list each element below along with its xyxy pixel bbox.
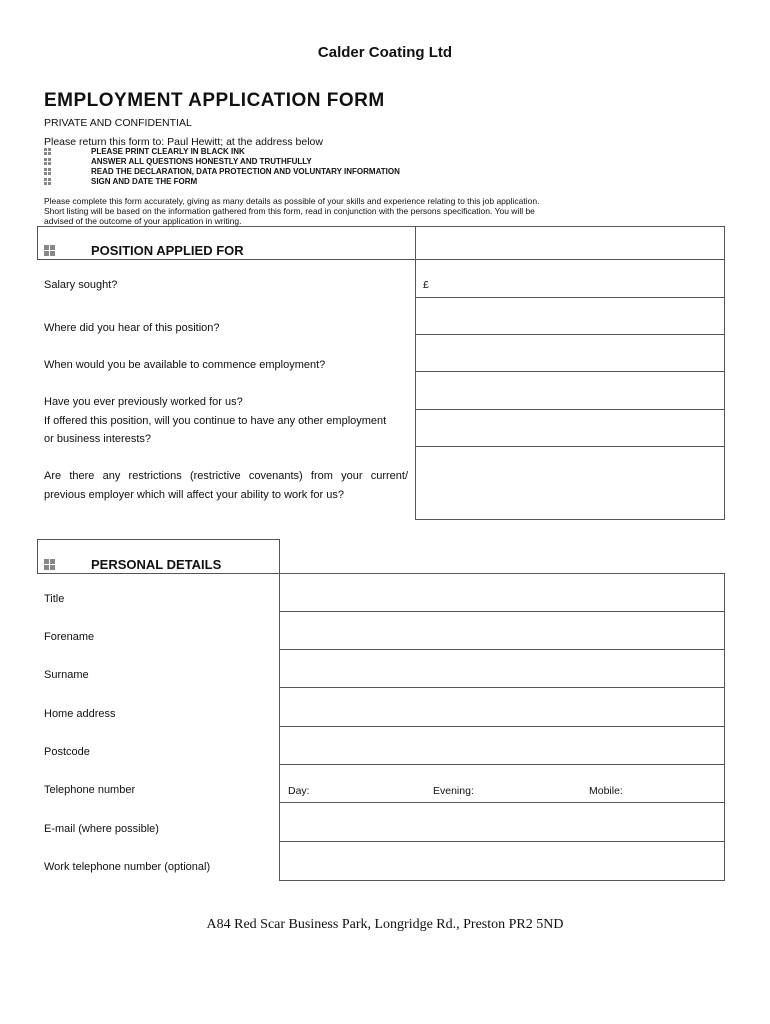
email-label: E-mail (where possible) xyxy=(44,823,159,835)
telephone-field[interactable] xyxy=(280,765,724,802)
other-employment-label: If offered this position, will you continue to have any other employment xyxy=(44,415,387,427)
intro-line: Please complete this form accurately, giving as many details as possible of your skills and experience relating to this job application. xyxy=(44,196,540,206)
position-applied-field[interactable] xyxy=(416,227,724,259)
footer-address: A84 Red Scar Business Park, Longridge Rd., Preston PR2 5ND xyxy=(206,917,564,932)
surname-label: Surname xyxy=(44,669,89,681)
worked-label: Have you ever previously worked for us? xyxy=(44,396,243,408)
title-field[interactable] xyxy=(280,574,724,611)
section-border-left xyxy=(37,539,38,573)
bullet-icon xyxy=(44,178,51,185)
availability-field[interactable] xyxy=(416,335,724,371)
bullet-icon xyxy=(44,168,51,175)
restrictions-field[interactable] xyxy=(416,447,724,519)
forename-label: Forename xyxy=(44,631,95,643)
available-label: When would you be available to commence employment? xyxy=(44,359,326,371)
postcode-label: Postcode xyxy=(44,746,90,758)
intro-line: Short listing will be based on the information gathered from this form, read in conjunction with the persons specification. You will be xyxy=(44,206,535,216)
section-border-bottom xyxy=(37,259,416,260)
restrictions-label: Are there any restrictions (restrictive covenants) from your current/ xyxy=(44,470,408,482)
surname-field[interactable] xyxy=(280,650,724,687)
intro-line: advised of the outcome of your application in writing. xyxy=(44,216,242,226)
other-employment-field[interactable] xyxy=(416,410,724,446)
bullet-icon xyxy=(44,158,51,165)
address-label: Home address xyxy=(44,708,116,720)
section-icon xyxy=(44,559,55,570)
section-border-top xyxy=(37,539,280,540)
hear-label: Where did you hear of this position? xyxy=(44,322,220,334)
home-address-field[interactable] xyxy=(280,688,724,726)
confidential-note: PRIVATE AND CONFIDENTIAL xyxy=(44,117,192,129)
restrictions-label-cont: previous employer which will affect your ability to work for us? xyxy=(44,489,344,501)
work-telephone-label: Work telephone number (optional) xyxy=(44,861,211,873)
previously-worked-field[interactable] xyxy=(416,372,724,409)
currency-symbol: £ xyxy=(423,279,429,291)
form-title: EMPLOYMENT APPLICATION FORM xyxy=(44,90,385,111)
row-divider xyxy=(415,519,725,520)
return-note: Please return this form to: Paul Hewitt; at the address below xyxy=(44,136,323,148)
work-telephone-field[interactable] xyxy=(280,842,724,880)
telephone-label: Telephone number xyxy=(44,784,136,796)
salary-label: Salary sought? xyxy=(44,279,118,291)
other-employment-label-cont: or business interests? xyxy=(44,433,151,445)
day-label: Day: xyxy=(288,785,310,797)
title-label: Title xyxy=(44,593,65,605)
bullet-icon xyxy=(44,148,51,155)
row-divider xyxy=(279,880,725,881)
hear-of-position-field[interactable] xyxy=(416,298,724,334)
section-heading-position: POSITION APPLIED FOR xyxy=(91,243,244,258)
salary-field[interactable] xyxy=(416,260,724,297)
section-border-left xyxy=(37,226,38,259)
mobile-label: Mobile: xyxy=(589,785,623,797)
section-icon xyxy=(44,245,55,256)
section-heading-personal: PERSONAL DETAILS xyxy=(91,557,222,572)
forename-field[interactable] xyxy=(280,612,724,649)
email-field[interactable] xyxy=(280,803,724,841)
section-border-bottom xyxy=(37,573,280,574)
answer-column-right xyxy=(724,226,725,520)
company-name: Calder Coating Ltd xyxy=(317,44,453,61)
postcode-field[interactable] xyxy=(280,727,724,764)
evening-label: Evening: xyxy=(433,785,474,797)
personal-column-right xyxy=(724,573,725,881)
